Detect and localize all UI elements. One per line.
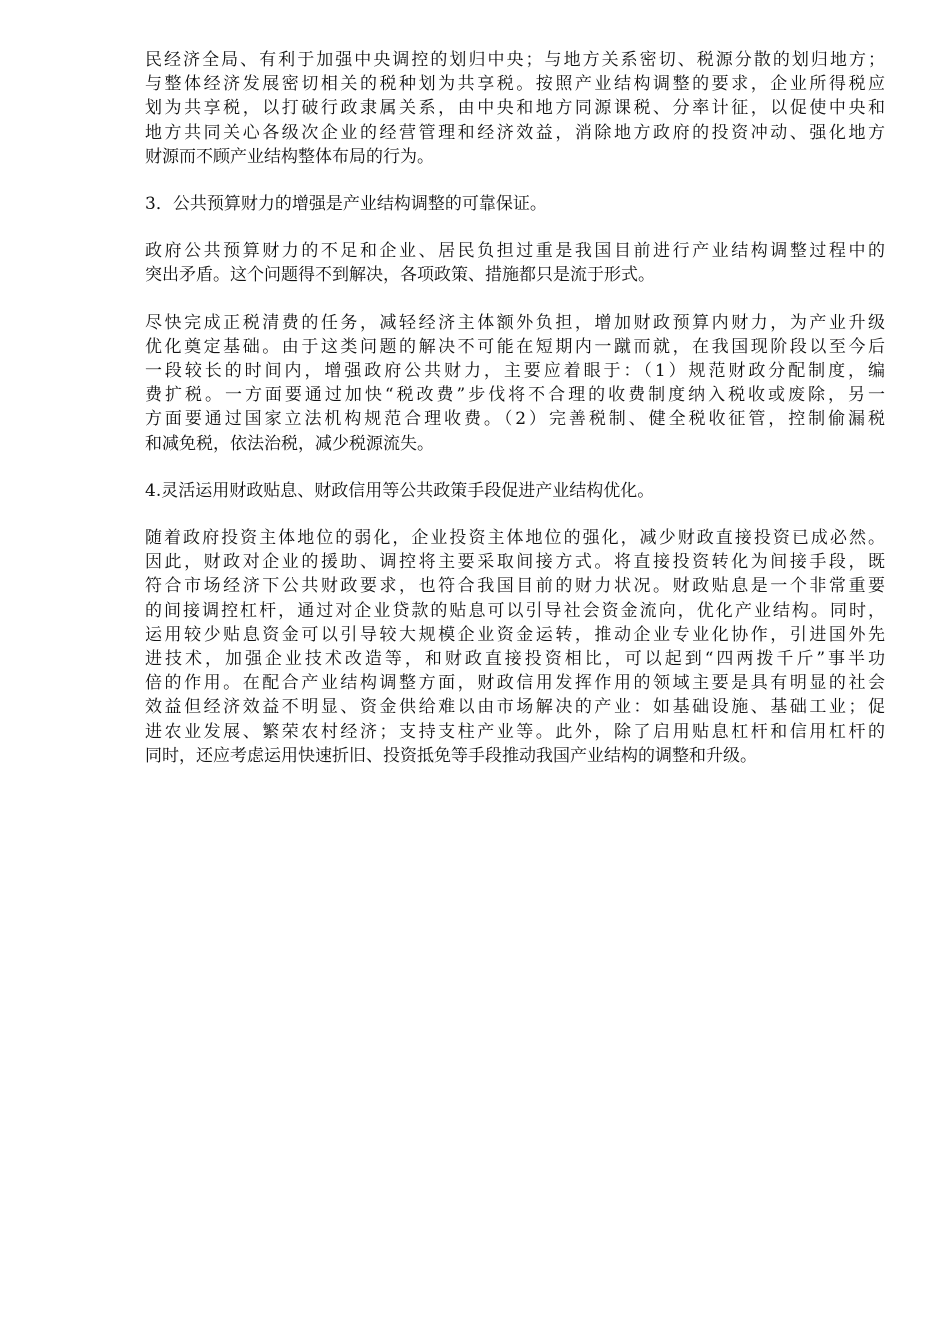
section-heading-3 xyxy=(145,192,885,216)
text-line: 政府公共预算财力的不足和企业、居民负担过重是我国目前进行产业结构调整过程中的 xyxy=(145,241,885,262)
paragraph-budget-shortage xyxy=(145,239,885,287)
text-line: 随着政府投资主体地位的弱化，企业投资主体地位的强化，减少财政直接投资已成必然。 xyxy=(145,528,885,549)
text-line: 一段较长的时间内，增强政府公共财力，主要应着眼于：（1）规范财政分配制度，编 xyxy=(145,361,885,382)
text-line: 进技术，加强企业技术改造等，和财政直接投资相比，可以起到“四两拨千斤”事半功 xyxy=(145,649,885,670)
text-line: 突出矛盾。这个问题得不到解决，各项政策、措施都只是流于形式。 xyxy=(145,265,655,286)
text-line: 符合市场经济下公共财政要求，也符合我国目前的财力状况。财政贴息是一个非常重要 xyxy=(145,576,885,597)
text-line: 同时，还应考虑运用快速折旧、投资抵免等手段推动我国产业结构的调整和升级。 xyxy=(145,745,757,766)
text-line: 地方共同关心各级次企业的经营管理和经济效益，消除地方政府的投资冲动、强化地方 xyxy=(145,122,885,143)
text-line: 倍的作用。在配合产业结构调整方面，财政信用发挥作用的领域主要是具有明显的社会 xyxy=(145,673,885,694)
text-line: 财源而不顾产业结构整体布局的行为。 xyxy=(145,146,434,167)
text-line: 效益但经济效益不明显、资金供给难以由市场解决的产业：如基础设施、基础工业；促 xyxy=(145,697,885,718)
text-line: 费扩税。一方面要通过加快“税改费”步伐将不合理的收费制度纳入税收或废除，另一 xyxy=(145,385,885,406)
document-body xyxy=(145,48,885,791)
text-line: 因此，财政对企业的援助、调控将主要采取间接方式。将直接投资转化为间接手段，既 xyxy=(145,552,885,573)
heading-text: 4.灵活运用财政贴息、财政信用等公共政策手段促进产业结构优化。 xyxy=(145,480,655,501)
paragraph-subsidy-credit xyxy=(145,526,885,768)
text-line: 和减免税，依法治税，减少税源流失。 xyxy=(145,433,434,454)
text-line: 尽快完成正税清费的任务，减轻经济主体额外负担，增加财政预算内财力，为产业升级 xyxy=(145,312,885,333)
paragraph-fee-reform xyxy=(145,311,885,456)
section-heading-4 xyxy=(145,479,885,503)
text-line: 民经济全局、有利于加强中央调控的划归中央；与地方关系密切、税源分散的划归地方； xyxy=(145,50,885,70)
text-line: 进农业发展、繁荣农村经济；支持支柱产业等。此外，除了启用贴息杠杆和信用杠杆的 xyxy=(145,721,885,742)
text-line: 运用较少贴息资金可以引导较大规模企业资金运转，推动企业专业化协作，引进国外先 xyxy=(145,624,885,645)
heading-text: 3．公共预算财力的增强是产业结构调整的可靠保证。 xyxy=(145,194,547,215)
text-line: 划为共享税，以打破行政隶属关系，由中央和地方同源课税、分率计征，以促使中央和 xyxy=(145,98,885,119)
text-line: 优化奠定基础。由于这类问题的解决不可能在短期内一蹴而就，在我国现阶段以至今后 xyxy=(145,336,885,357)
text-line: 方面要通过国家立法机构规范合理收费。（2）完善税制、健全税收征管，控制偷漏税 xyxy=(145,409,885,430)
text-line: 与整体经济发展密切相关的税种划为共享税。按照产业结构调整的要求，企业所得税应 xyxy=(145,74,885,95)
text-line: 的间接调控杠杆，通过对企业贷款的贴息可以引导社会资金流向，优化产业结构。同时， xyxy=(145,600,885,621)
paragraph-tax-sharing xyxy=(145,48,885,169)
